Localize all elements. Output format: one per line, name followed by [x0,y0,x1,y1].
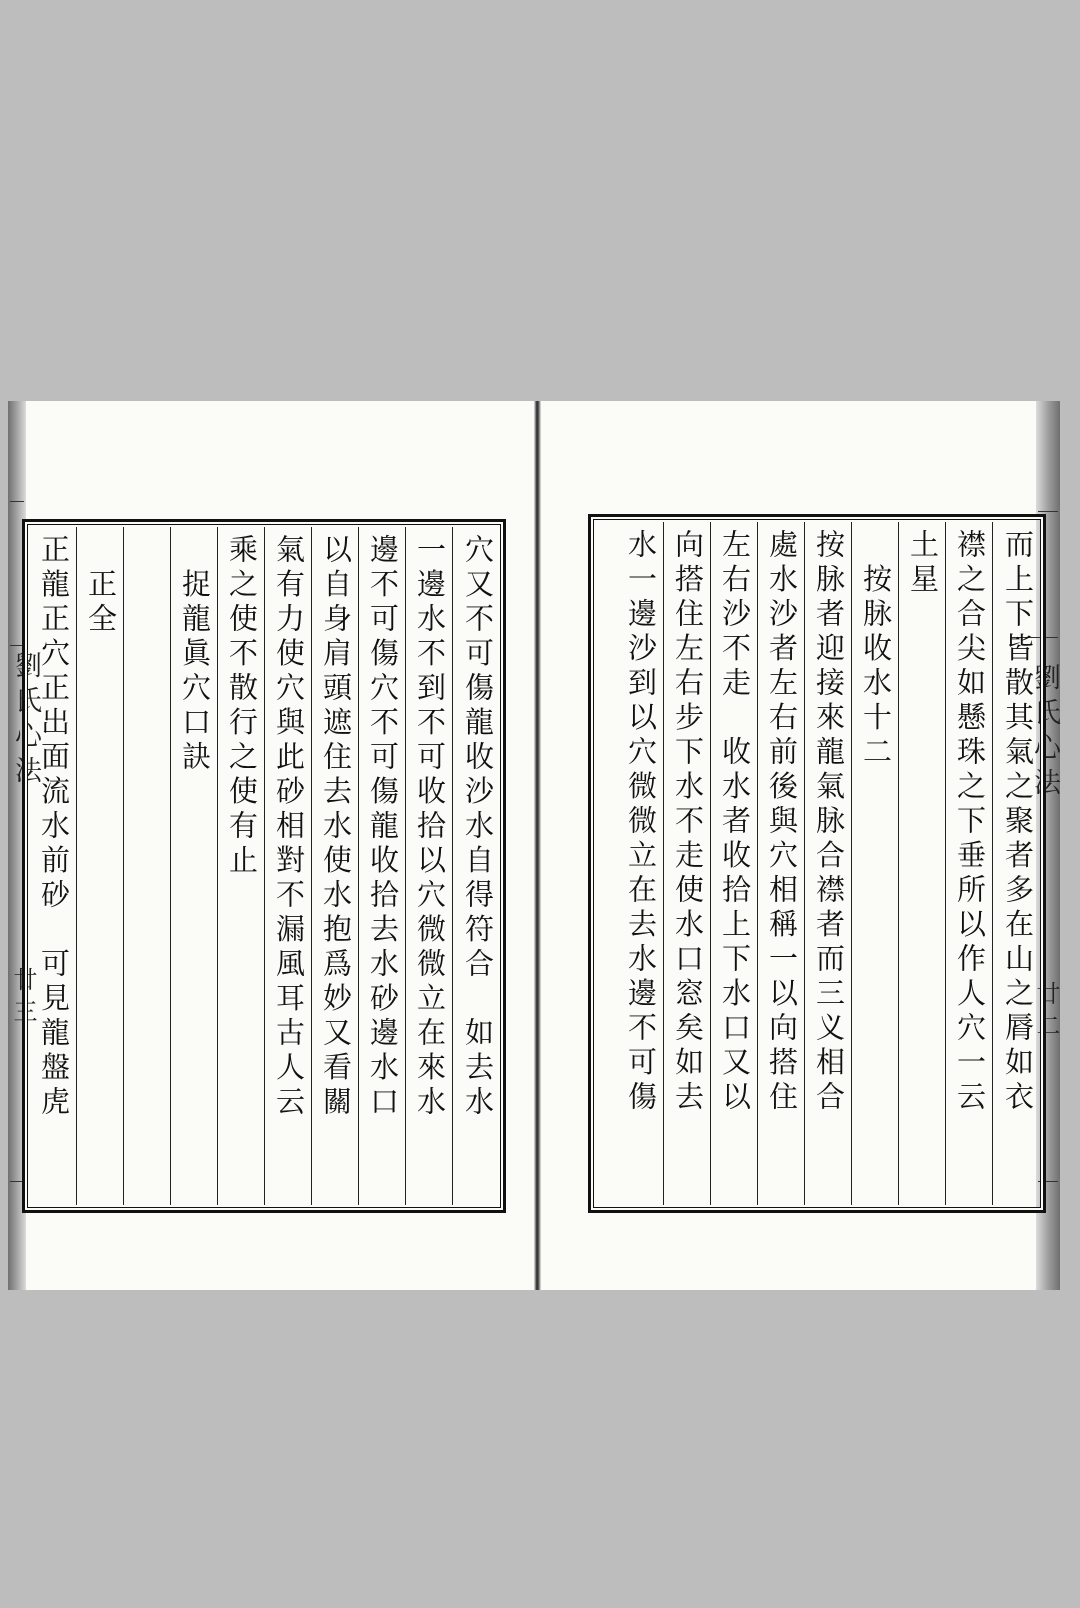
left-text-block [22,519,506,1213]
sub-heading: 正全 [84,534,118,638]
text-column: 一邊水不到不可收拾以穴微微立在來水 [413,534,447,1121]
left-margin-title: 劉氏心法 [10,651,41,791]
section-heading: 按脉收水十二 [859,529,893,771]
right-fold-mark [1038,511,1058,512]
right-margin-title: 劉氏心法 [1029,663,1060,803]
text-column: 乘之使不散行之使有止 [225,534,259,879]
text-column: 左右沙不走 收水者收拾上下水口又以 [718,529,752,1116]
section-heading: 捉龍眞穴口訣 [178,534,212,776]
left-page-number: 廿三 [9,967,37,1031]
text-column: 襟之合尖如懸珠之下垂所以作人穴一云 [953,529,987,1116]
left-fold-mark [10,501,24,502]
text-column: 穴又不可傷龍收沙水自得符合 如去水 [461,534,495,1121]
book-gutter [534,401,541,1290]
book-spread [8,401,1060,1290]
text-column: 處水沙者左右前後與穴相稱一以向搭住 [765,529,799,1116]
text-column: 按脉者迎接來龍氣脉合襟者而三义相合 [812,529,846,1116]
text-column [125,534,171,1204]
text-column: 以自身肩頭遮住去水使水抱爲妙又看關 [319,534,353,1121]
text-column: 正龍正穴正出面流水前砂 可見龍盤虎 [37,534,71,1121]
right-page-number: 廿二 [1032,981,1060,1045]
right-text-block [588,514,1046,1213]
text-column: 氣有力使穴與此砂相對不漏風耳古人云 [272,534,306,1121]
text-column: 邊不可傷穴不可傷龍收拾去水砂邊水口 [366,534,400,1121]
text-column: 向搭住左右步下水不走使水口窓矣如去 [671,529,705,1116]
text-column: 而上下皆散其氣之聚者多在山之脣如衣 [1001,529,1035,1116]
text-column: 土星 [906,529,940,598]
text-column: 水一邊沙到以穴微微立在去水邊不可傷 [624,529,658,1116]
